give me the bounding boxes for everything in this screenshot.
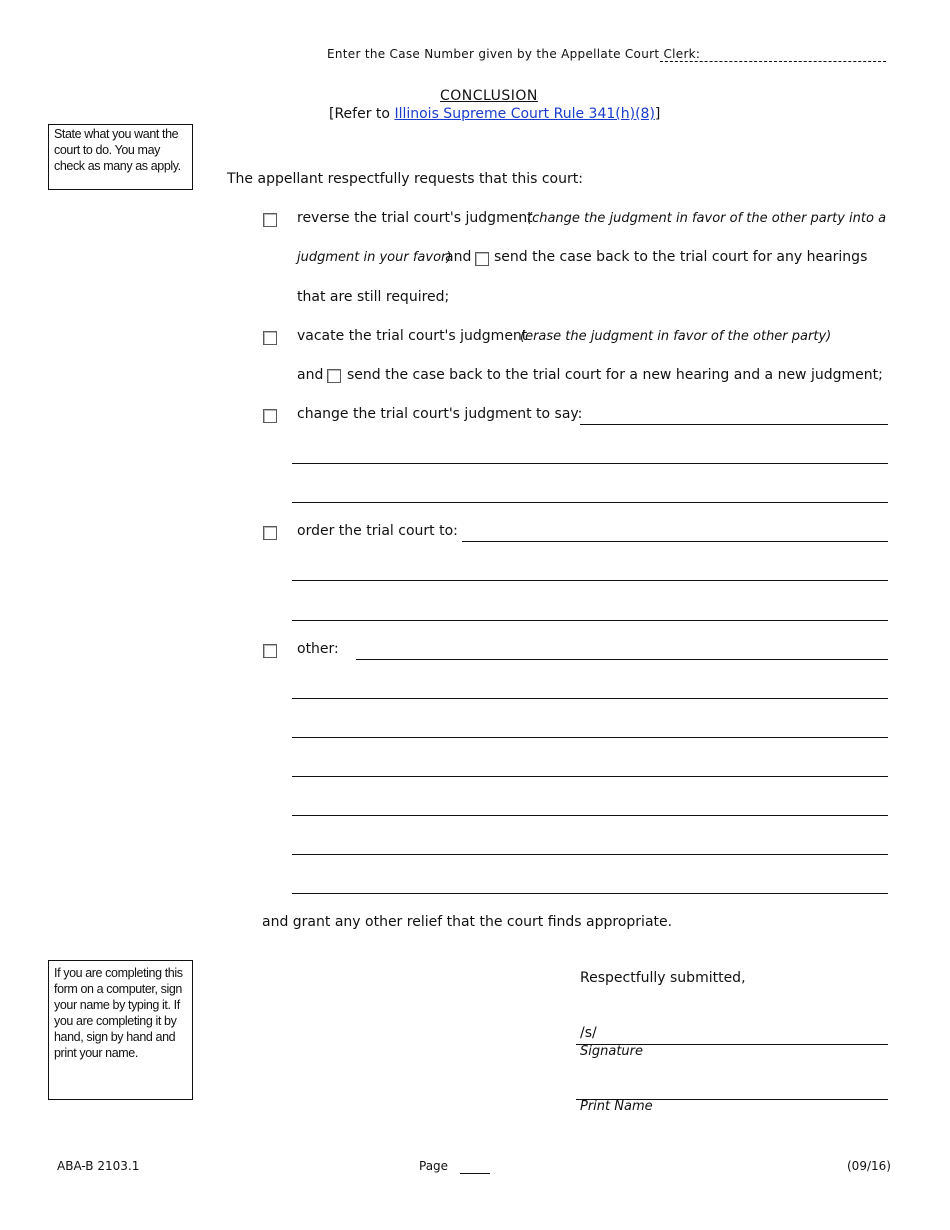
other-line[interactable] [292,854,888,855]
change-judgment-line[interactable] [292,463,888,464]
order-trial-court-line[interactable] [292,620,888,621]
case-number-label: Enter the Case Number given by the Appellate Court Clerk: [327,47,701,61]
vacate-send-back-text: send the case back to the trial court for a new hearing and a new judgment; [347,367,883,383]
reverse-checkbox[interactable] [263,213,277,227]
page-label: Page [419,1159,449,1173]
order-trial-court-line[interactable] [292,580,888,581]
vacate-checkbox[interactable] [263,331,277,345]
signature-label: Signature [580,1044,644,1059]
request-instructions-note: State what you want the court to do. You may check as many as apply. [48,124,193,190]
rule-reference [329,106,660,122]
other-line[interactable] [292,737,888,738]
vacate-and: and [297,367,324,383]
vacate-send-back-checkbox[interactable] [327,369,341,383]
reverse-send-back-cont: that are still required; [297,289,450,305]
reverse-text: reverse the trial court's judgment [297,210,533,226]
reverse-hint-line1: (change the judgment in favor of the other party into a [527,211,887,226]
refer-prefix: [Refer to [329,106,395,122]
other-line[interactable] [292,815,888,816]
page-number-line[interactable] [460,1173,490,1174]
print-name-label: Print Name [580,1099,653,1114]
reverse-send-back-checkbox[interactable] [475,252,489,266]
signing-instructions-note: If you are completing this form on a computer, sign your name by typing it. If you are completing it by hand, sign by hand and print your name. [48,960,193,1100]
closing-text: and grant any other relief that the court finds appropriate. [262,914,673,930]
reverse-send-back-text: send the case back to the trial court for any hearings [494,249,868,265]
change-judgment-line[interactable] [292,502,888,503]
rule-link[interactable]: Illinois Supreme Court Rule 341(h)(8) [394,106,655,122]
respectfully-submitted: Respectfully submitted, [580,970,746,986]
other-line[interactable] [292,893,888,894]
case-number-field[interactable] [660,47,886,62]
change-judgment-checkbox[interactable] [263,409,277,423]
vacate-text: vacate the trial court's judgment [297,328,528,344]
order-trial-court-checkbox[interactable] [263,526,277,540]
vacate-hint: (erase the judgment in favor of the other party) [520,329,832,344]
other-line[interactable] [292,698,888,699]
page-title: CONCLUSION [440,88,538,104]
reverse-hint-line2: judgment in your favor) [297,250,452,265]
intro-text: The appellant respectfully requests that this court: [227,171,583,187]
other-label: other: [297,641,339,657]
other-line[interactable] [292,776,888,777]
order-trial-court-line[interactable] [462,541,888,542]
other-line[interactable] [356,659,888,660]
form-date: (09/16) [847,1159,891,1173]
form-id: ABA-B 2103.1 [57,1159,140,1173]
change-judgment-label: change the trial court's judgment to say: [297,406,583,422]
order-trial-court-label: order the trial court to: [297,523,458,539]
change-judgment-line[interactable] [580,424,888,425]
signature-value[interactable]: /s/ [580,1025,597,1041]
refer-suffix: ] [654,106,661,122]
other-checkbox[interactable] [263,644,277,658]
reverse-and: and [445,249,472,265]
